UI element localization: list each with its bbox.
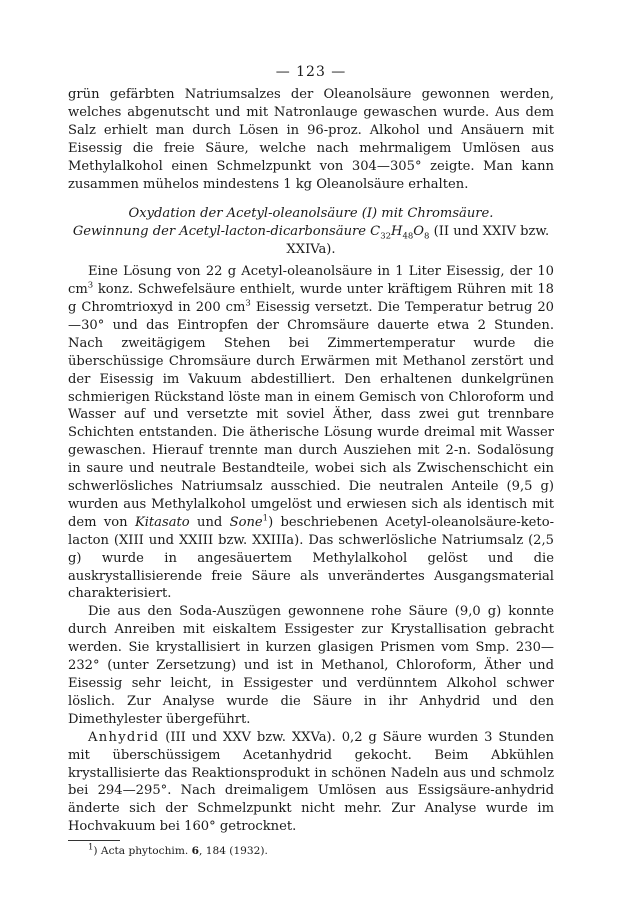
author-kitasato: Kitasato [134,514,190,530]
section-heading [68,205,554,259]
heading-compound-numbers: (II und XXIV bzw. XXIVa). [286,224,550,258]
footnote-text-end: , 184 (1932). [198,845,268,858]
heading-line-1: Oxydation der Acetyl-oleanolsäure (I) mit Chromsäure. [128,206,494,222]
paragraph-oleanolic-acid-preparation: grün gefärbten Natriumsalzes der Oleanolsäure gewonnen werden, welches abgenutscht und mit Natronlauge gewaschen wurde. Aus dem Salz erhielt man durch Lösen in 96-proz. Alkohol und Ansäuern mit Eisessig die freie Säure, welche nach mehrmaligem Umlösen aus Methylalkohol einen Schmelzpunkt von 304—305° zeigte. Man kann zusammen mühelos mindestens 1 kg Oleanolsäure erhalten. [68,87,554,192]
author-sone: Sone [229,514,263,530]
para2-text-a: Eine Lösung von 22 g Acetyl-oleanolsäure in 1 Liter Eisessig, der 10 cm [68,264,554,298]
footnote-volume: 6 [191,845,199,858]
para2-und: und [189,514,230,530]
footnote-reference: 1 [262,513,269,524]
paragraph-crude-acid: Die aus den Soda-Auszügen gewonnene rohe Säure (9,0 g) konnte durch Anreiben mit eiskaltem Essigester zur Krystallisation gebracht werden. Sie krystallisiert in kurzen glasigen Prismen vom Smp. 230—232° (unter Zersetzung) und ist in Methanol, Chloroform, Äther und Eisessig sehr leicht, in Essigester und verdünntem Alkohol schwer löslich. Zur Analyse wurde die Säure in ihr Anhydrid und den Dimethylester übergeführt. [68,604,554,727]
para2-text-d: ) beschriebenen Acetyl-oleanolsäure-keto-lacton (XIII und XXIII bzw. XXIIIa). Das schwerlösliche Natriumsalz (2,5 g) wurde in angesäuertem Methylalkohol gelöst und die auskrystallisierende freie Säure als unverändertes Ausgangsmaterial charakterisiert. [68,514,555,602]
paragraph-oxidation-procedure [68,263,554,603]
heading-line-2: Gewinnung der Acetyl-lacton-dicarbonsäure C [72,224,381,240]
para2-text-c: Eisessig versetzt. Die Temperatur betrug 20—30° und das Eintropfen der Chromsäure dauerte etwa 2 Stunden. Nach zweitägigem Stehen bei Zimmertemperatur wurde die überschüssige Chromsäure durch Erwärmen mit Methanol zerstört und der Eisessig im Vakuum abdestilliert. Den erhaltenen dunkelgrünen schmierigen Rückstand löste man in einem Gemisch von Chloroform und Wasser auf und versetzte mit soviel Äther, dass zwei gut trennbare Schichten entstanden. Die ätherische Lösung wurde dreimal mit Wasser gewaschen. Hierauf trennte man durch Ausziehen mit 2-n. Sodalösung in saure und neutrale Bestandteile, wobei sich als Zwischenschicht ein schwerlösliches Natriumsalz ausschied. Die neutralen Anteile (9,5 g) wurden aus Methylalkohol umgelöst und erwiesen sich als identisch mit dem von [68,299,554,530]
document-page [68,64,554,858]
paragraph-anhydride [68,729,554,836]
formula-subscript-h: 48 [402,231,414,242]
para2-text-b: konz. Schwefelsäure enthielt, wurde unter kräftigem Rühren mit 18 g Chromtrioxyd in 200 cm [68,282,554,315]
footnote [68,844,554,858]
anhydride-text: (III und XXV bzw. XXVa). 0,2 g Säure wurden 3 Stunden mit überschüssigem Acetanhydrid gekocht. Beim Abkühlen krystallisierte das Reaktionsprodukt in schönen Nadeln aus und schmolz bei 294—295°. Nach dreimaligem Umlösen aus Essigsäure-anhydrid änderte sich der Schmelzpunkt nicht mehr. Zur Analyse wurde im Hochvakuum bei 160° getrocknet. [68,729,554,835]
formula-h: H [391,224,403,240]
page-number: — 123 — [275,64,347,80]
formula-subscript-o: 8 [424,231,430,242]
superscript-cubic: 3 [87,280,94,291]
anhydride-label: Anhydrid [88,729,160,745]
superscript-cubic: 3 [245,298,251,309]
formula-subscript-c: 32 [380,231,392,242]
formula-o: O [413,224,425,240]
footnote-marker: 1 [88,842,94,853]
footnote-divider [68,840,120,841]
footnote-text: ) Acta phytochim. [93,845,192,858]
